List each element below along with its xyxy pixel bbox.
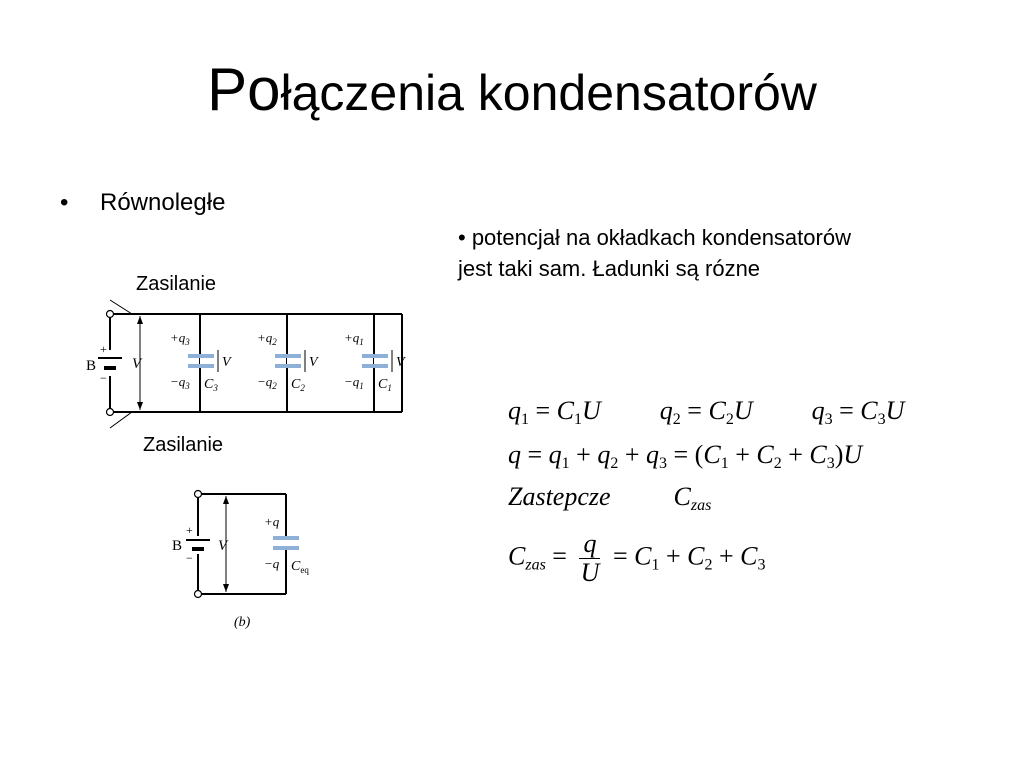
equation-total-charge: $q = q_1 + q_2 + q_3 = (C_1 + C_2 + C_3)U$ <box>508 440 863 472</box>
cap2-top-charge: $+q_2$ <box>257 330 277 347</box>
label-zasilanie-bottom: Zasilanie <box>143 434 224 456</box>
title-rest: łączenia kondensatorów <box>280 65 817 121</box>
fraction-q-over-u: $\frac{q}{U}$ <box>580 529 600 587</box>
bullet-dot: • <box>60 189 69 216</box>
title-first-letters: Po <box>207 56 281 123</box>
battery-minus: − <box>100 371 107 385</box>
slide-title <box>0 56 1024 123</box>
voltage-b-label: V <box>218 538 228 554</box>
cap3-bottom-charge: $-q_3$ <box>170 374 190 391</box>
cap1-voltage: V <box>396 355 405 370</box>
battery-plus: + <box>100 342 107 356</box>
battery-b-minus: − <box>186 551 193 565</box>
cap2-voltage: V <box>309 355 318 370</box>
cap1-name: $C_1$ <box>378 377 392 393</box>
label-zasilanie-top: Zasilanie <box>136 273 217 295</box>
equation-equivalent-label: Zastepcze $C_{zas}$ <box>508 482 712 514</box>
circuit-parallel-diagram <box>84 298 414 438</box>
cap-eq-name: $C_{eq}$ <box>291 559 309 575</box>
battery-b-plus: + <box>186 523 193 537</box>
cap3-name: $C_3$ <box>204 377 218 393</box>
note-line-1: • potencjał na okładkach kondensatorów <box>458 225 851 250</box>
bullet-item <box>60 188 225 218</box>
cap-eq-top-charge: +q <box>264 514 280 529</box>
figure-caption-b: (b) <box>234 615 251 630</box>
circuit-equivalent-diagram <box>168 488 338 638</box>
cap-eq-bottom-charge: −q <box>264 556 280 571</box>
equation-charges: $q_1 = C_1U$ $q_2 = C_2U$ $q_3 = C_3U$ <box>508 396 905 428</box>
cap3-voltage: V <box>222 355 231 370</box>
battery-label: B <box>86 358 97 374</box>
bullet-text: Równoległe <box>100 189 226 216</box>
voltage-label: V <box>132 356 142 372</box>
equation-equivalent-capacitance: $C_{zas}$ = $\frac{q}{U}$ = $C_1 + C_2 + C_3$ <box>508 529 766 587</box>
cap2-bottom-charge: $-q_2$ <box>257 374 277 391</box>
note-line-2: jest taki sam. Ładunki są rózne <box>458 256 761 281</box>
cap1-bottom-charge: $-q_1$ <box>344 374 364 391</box>
battery-b-label: B <box>172 538 183 554</box>
cap1-top-charge: $+q_1$ <box>344 330 364 347</box>
cap2-name: $C_2$ <box>291 377 305 393</box>
note-text <box>458 222 928 284</box>
cap3-top-charge: $+q_3$ <box>170 330 190 347</box>
